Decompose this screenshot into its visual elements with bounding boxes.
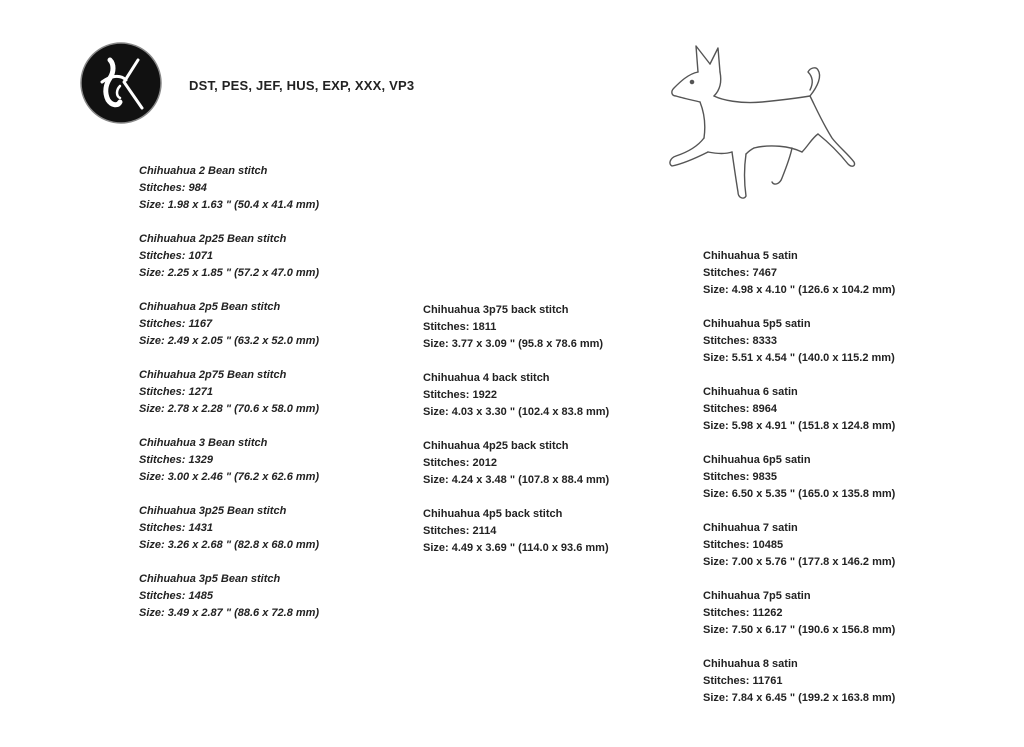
stitch-count: Stitches: 2012 bbox=[423, 457, 497, 469]
design-size: Size: 3.77 x 3.09 " (95.8 x 78.6 mm) bbox=[423, 338, 604, 350]
design-size: Size: 1.98 x 1.63 " (50.4 x 41.4 mm) bbox=[139, 199, 320, 211]
list-item bbox=[139, 231, 319, 282]
design-name: Chihuahua 5p5 satin bbox=[703, 318, 811, 330]
design-name: Chihuahua 2 Bean stitch bbox=[139, 165, 268, 177]
list-item bbox=[139, 503, 319, 554]
list-item bbox=[703, 452, 895, 503]
design-size: Size: 7.00 x 5.76 " (177.8 x 146.2 mm) bbox=[703, 556, 896, 568]
stitch-count: Stitches: 11761 bbox=[703, 675, 783, 687]
list-item bbox=[703, 316, 895, 367]
file-formats: DST, PES, JEF, HUS, EXP, XXX, VP3 bbox=[189, 78, 415, 93]
design-name: Chihuahua 2p25 Bean stitch bbox=[139, 233, 287, 245]
design-size: Size: 3.00 x 2.46 " (76.2 x 62.6 mm) bbox=[139, 471, 320, 483]
list-item bbox=[423, 506, 609, 557]
design-size: Size: 7.84 x 6.45 " (199.2 x 163.8 mm) bbox=[703, 692, 896, 704]
design-name: Chihuahua 5 satin bbox=[703, 250, 798, 262]
k-monogram-logo-icon bbox=[80, 42, 162, 124]
design-size: Size: 4.03 x 3.30 " (102.4 x 83.8 mm) bbox=[423, 406, 610, 418]
stitch-count: Stitches: 8333 bbox=[703, 335, 777, 347]
list-item bbox=[703, 520, 895, 571]
design-name: Chihuahua 3p75 back stitch bbox=[423, 304, 569, 316]
design-name: Chihuahua 3p5 Bean stitch bbox=[139, 573, 281, 585]
design-size: Size: 5.51 x 4.54 " (140.0 x 115.2 mm) bbox=[703, 352, 895, 364]
design-name: Chihuahua 3 Bean stitch bbox=[139, 437, 268, 449]
list-item bbox=[139, 299, 319, 350]
design-size: Size: 7.50 x 6.17 " (190.6 x 156.8 mm) bbox=[703, 624, 896, 636]
stitch-count: Stitches: 8964 bbox=[703, 403, 777, 415]
stitch-count: Stitches: 2114 bbox=[423, 525, 497, 537]
back-stitch-list bbox=[423, 302, 609, 574]
design-size: Size: 5.98 x 4.91 " (151.8 x 124.8 mm) bbox=[703, 420, 896, 432]
chihuahua-outline-icon bbox=[662, 42, 862, 204]
list-item bbox=[139, 163, 319, 214]
design-size: Size: 3.49 x 2.87 " (88.6 x 72.8 mm) bbox=[139, 607, 320, 619]
design-size: Size: 2.25 x 1.85 " (57.2 x 47.0 mm) bbox=[139, 267, 320, 279]
stitch-count: Stitches: 11262 bbox=[703, 607, 783, 619]
stitch-count: Stitches: 1329 bbox=[139, 454, 213, 466]
stitch-count: Stitches: 10485 bbox=[703, 539, 784, 551]
stitch-count: Stitches: 1922 bbox=[423, 389, 497, 401]
design-name: Chihuahua 4p5 back stitch bbox=[423, 508, 563, 520]
bean-stitch-list bbox=[139, 163, 319, 639]
stitch-count: Stitches: 1485 bbox=[139, 590, 213, 602]
design-name: Chihuahua 7p5 satin bbox=[703, 590, 811, 602]
design-name: Chihuahua 2p5 Bean stitch bbox=[139, 301, 281, 313]
design-size: Size: 4.24 x 3.48 " (107.8 x 88.4 mm) bbox=[423, 474, 610, 486]
stitch-count: Stitches: 1271 bbox=[139, 386, 213, 398]
list-item bbox=[423, 370, 609, 421]
list-item bbox=[139, 435, 319, 486]
list-item bbox=[139, 367, 319, 418]
design-name: Chihuahua 7 satin bbox=[703, 522, 798, 534]
design-name: Chihuahua 4 back stitch bbox=[423, 372, 550, 384]
satin-list bbox=[703, 248, 895, 724]
stitch-count: Stitches: 1431 bbox=[139, 522, 213, 534]
stitch-count: Stitches: 7467 bbox=[703, 267, 777, 279]
design-name: Chihuahua 8 satin bbox=[703, 658, 798, 670]
design-size: Size: 2.78 x 2.28 " (70.6 x 58.0 mm) bbox=[139, 403, 320, 415]
list-item bbox=[703, 588, 895, 639]
list-item bbox=[703, 384, 895, 435]
stitch-count: Stitches: 1071 bbox=[139, 250, 213, 262]
list-item bbox=[703, 656, 895, 707]
list-item bbox=[139, 571, 319, 622]
design-name: Chihuahua 6p5 satin bbox=[703, 454, 811, 466]
design-size: Size: 4.98 x 4.10 " (126.6 x 104.2 mm) bbox=[703, 284, 896, 296]
design-size: Size: 4.49 x 3.69 " (114.0 x 93.6 mm) bbox=[423, 542, 609, 554]
design-name: Chihuahua 4p25 back stitch bbox=[423, 440, 569, 452]
list-item bbox=[423, 438, 609, 489]
design-name: Chihuahua 6 satin bbox=[703, 386, 798, 398]
list-item bbox=[423, 302, 609, 353]
design-size: Size: 6.50 x 5.35 " (165.0 x 135.8 mm) bbox=[703, 488, 896, 500]
stitch-count: Stitches: 9835 bbox=[703, 471, 777, 483]
design-size: Size: 3.26 x 2.68 " (82.8 x 68.0 mm) bbox=[139, 539, 320, 551]
design-name: Chihuahua 2p75 Bean stitch bbox=[139, 369, 287, 381]
stitch-count: Stitches: 1167 bbox=[139, 318, 213, 330]
design-name: Chihuahua 3p25 Bean stitch bbox=[139, 505, 287, 517]
design-size: Size: 2.49 x 2.05 " (63.2 x 52.0 mm) bbox=[139, 335, 320, 347]
list-item bbox=[703, 248, 895, 299]
stitch-count: Stitches: 984 bbox=[139, 182, 207, 194]
stitch-count: Stitches: 1811 bbox=[423, 321, 497, 333]
